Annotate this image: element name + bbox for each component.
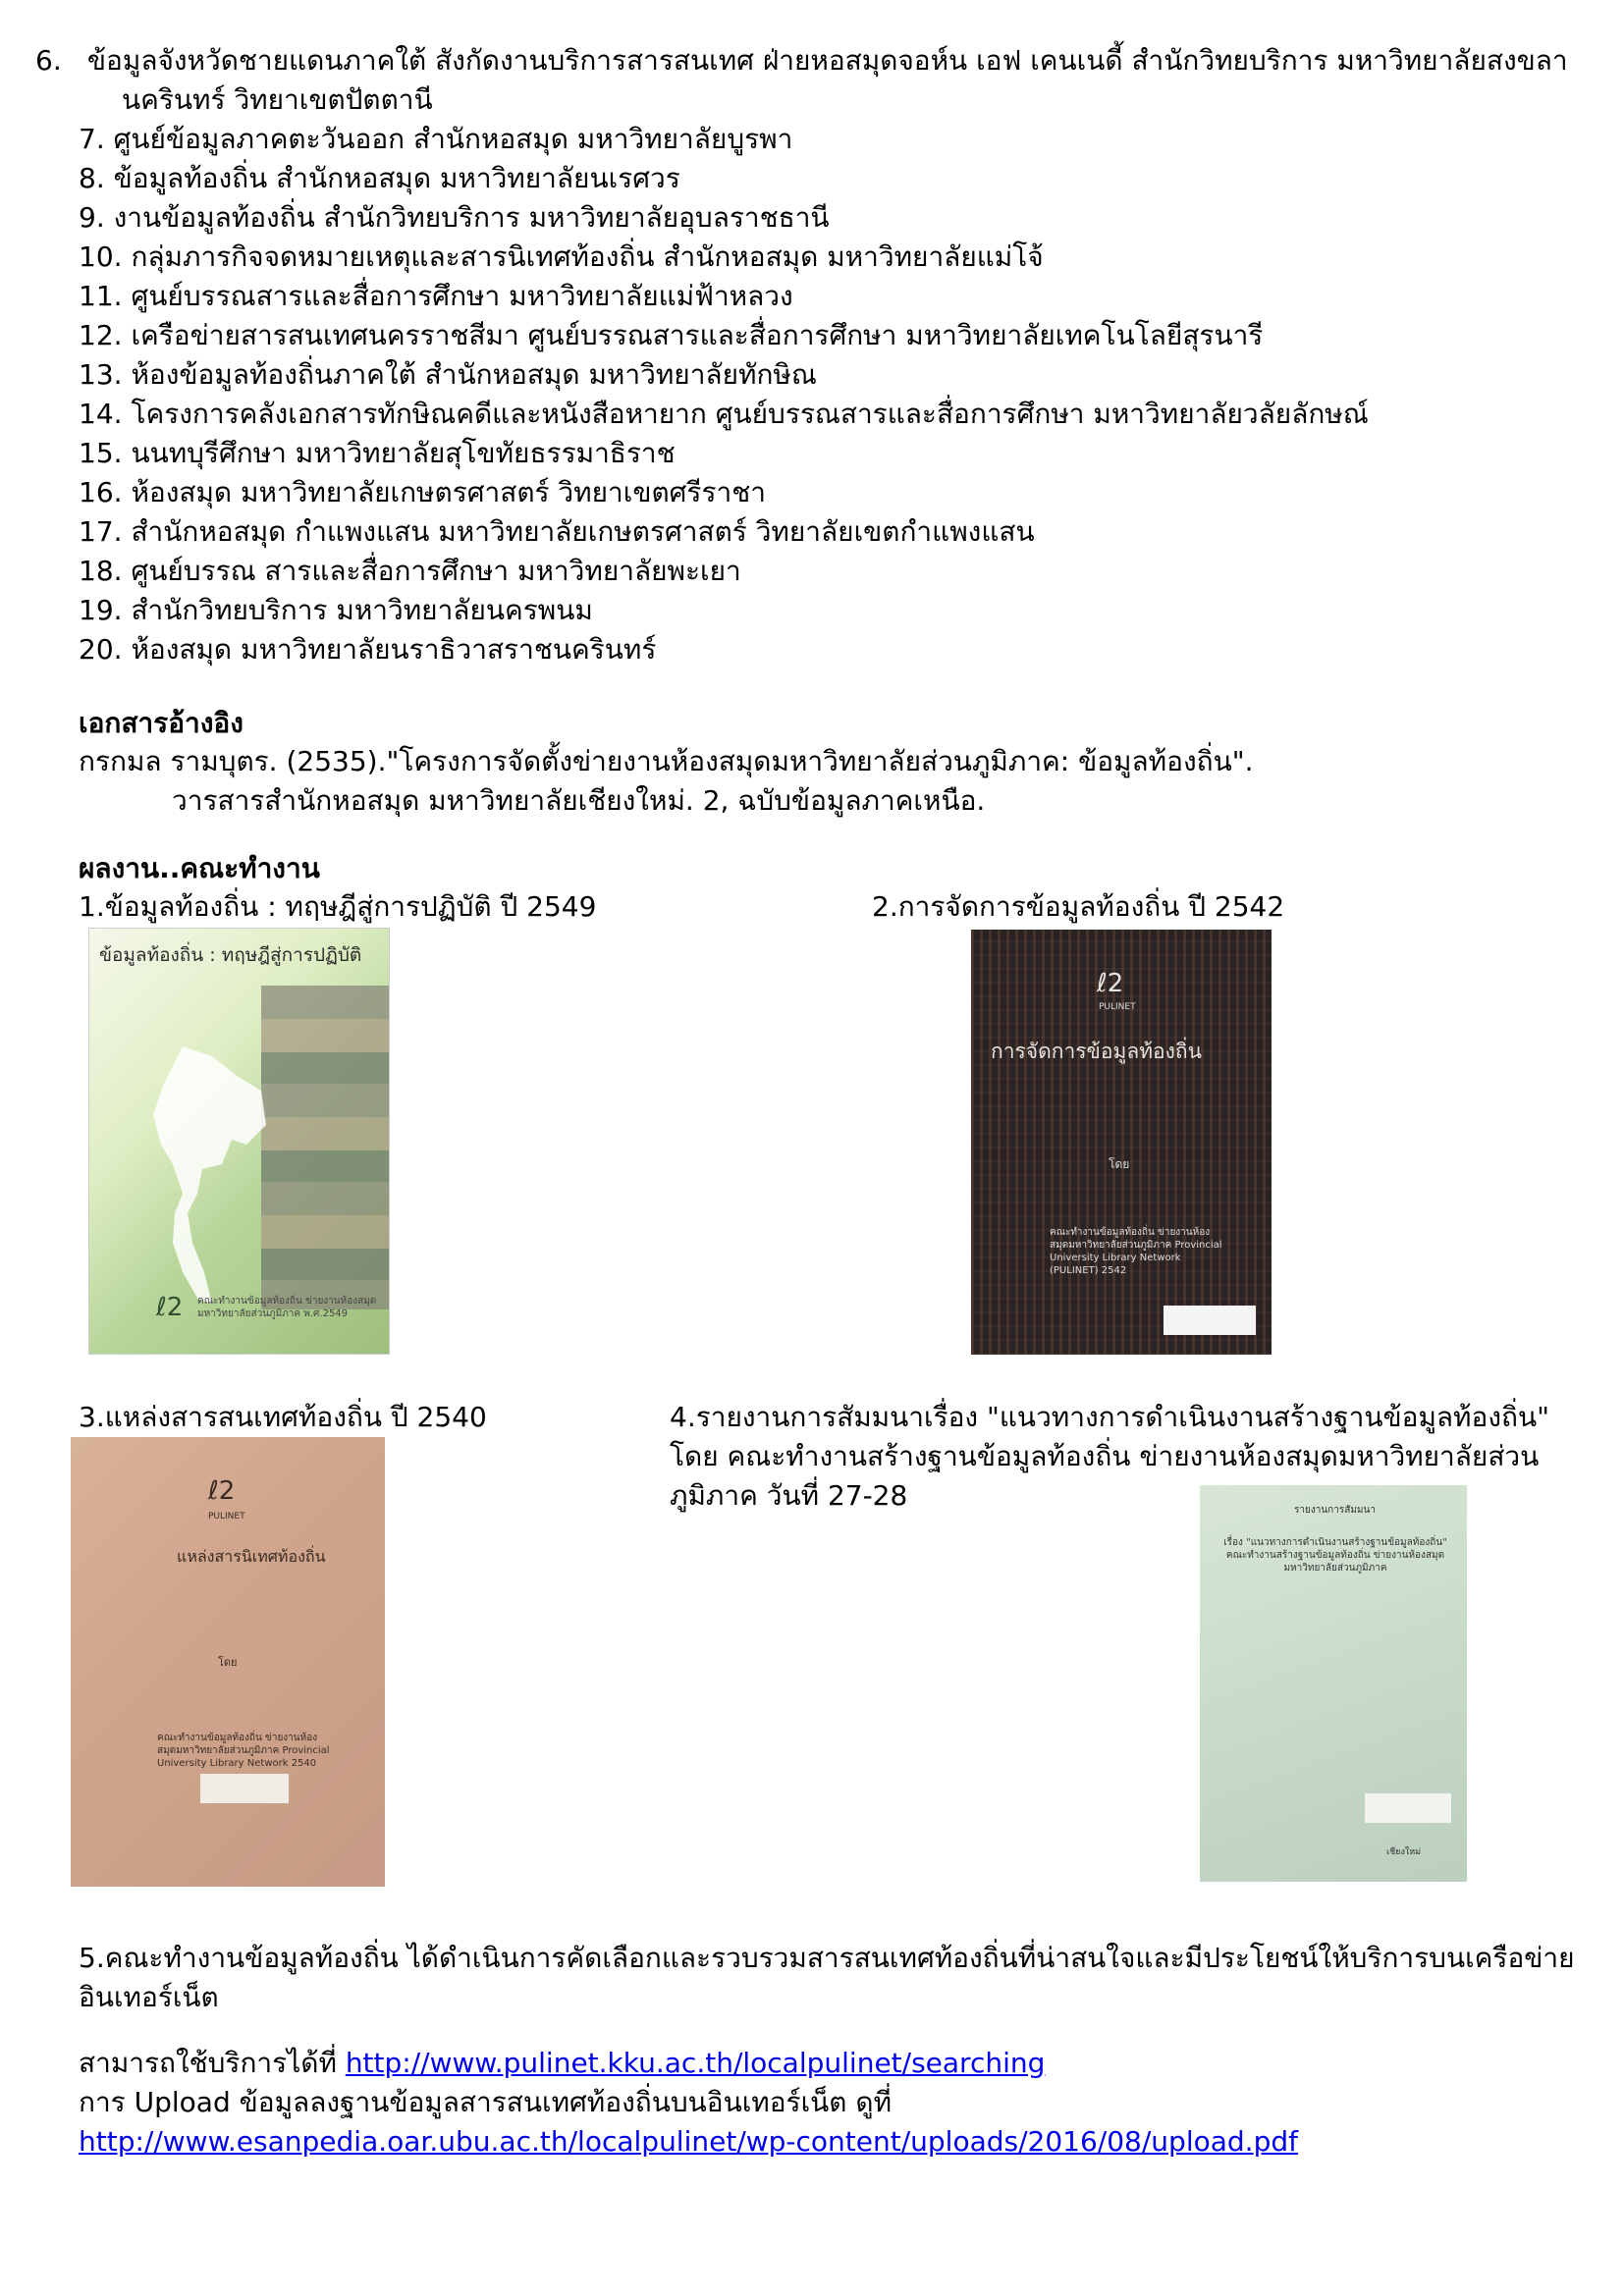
cover-title: ข้อมูลท้องถิ่น : ทฤษฎีสู่การปฏิบัติ xyxy=(99,944,362,966)
list-item-text: เครือข่ายสารสนเทศนครราชสีมา ศูนย์บรรณสารและสื่อการศึกษา มหาวิทยาลัยเทคโนโลยีสุรนารี xyxy=(131,319,1264,351)
university-list xyxy=(35,41,1591,669)
cover-photo-strip xyxy=(261,986,389,1309)
list-item xyxy=(79,434,1591,473)
book-cover-4 xyxy=(1200,1485,1467,1882)
list-item-number: 13. xyxy=(79,358,123,391)
list-item-text: สำนักหอสมุด กำแพงแสน มหาวิทยาลัยเกษตรศาสตร์ วิทยาลัยเขตกำแพงแสน xyxy=(131,515,1035,548)
list-item xyxy=(79,238,1591,277)
list-item xyxy=(79,355,1591,395)
cover-by: โดย xyxy=(1109,1157,1130,1171)
list-item-text: ข้อมูลท้องถิ่น สำนักหอสมุด มหาวิทยาลัยนเรศวร xyxy=(113,162,680,194)
list-item-number: 17. xyxy=(79,515,123,548)
works-section xyxy=(79,850,1591,887)
list-item-text: โครงการคลังเอกสารทักษิณคดีและหนังสือหายาก ศูนย์บรรณสารและสื่อการศึกษา มหาวิทยาลัยวลัยลักษณ์ xyxy=(131,398,1369,430)
service-intro: สามารถใช้บริการได้ที่ xyxy=(79,2047,346,2079)
list-item xyxy=(79,473,1591,512)
list-item xyxy=(79,159,1591,198)
book-cover-3 xyxy=(71,1437,385,1887)
list-item-text: ห้องสมุด มหาวิทยาลัยเกษตรศาสตร์ วิทยาเขตศรีราชา xyxy=(131,476,766,508)
list-item-number: 7. xyxy=(79,123,105,155)
list-item-text: ศูนย์ข้อมูลภาคตะวันออก สำนักหอสมุด มหาวิทยาลัยบูรพา xyxy=(113,123,793,155)
list-item-number: 18. xyxy=(79,555,123,587)
list-item xyxy=(79,120,1591,159)
work-caption-4: 4.รายงานการสัมมนาเรื่อง "แนวทางการดำเนินงานสร้างฐานข้อมูลท้องถิ่น" โดย คณะทำงานสร้างฐานข้อมูลท้องถิ่น ข่ายงานห้องสมุดมหาวิทยาลัยส่วนภูมิภาค วันที่ 27-28 xyxy=(670,1401,1549,1512)
barcode-label xyxy=(1365,1793,1451,1823)
list-item xyxy=(79,552,1591,591)
cover-title: แหล่งสารนิเทศท้องถิ่น xyxy=(177,1547,326,1566)
work-caption-3: 3.แหล่งสารสนเทศท้องถิ่น ปี 2540 xyxy=(79,1401,487,1433)
logo-caption: PULINET xyxy=(1099,1002,1136,1012)
list-item-number: 16. xyxy=(79,476,123,508)
service-links xyxy=(79,2044,1610,2162)
references-section xyxy=(79,705,1591,821)
cover-place: เชียงใหม่ xyxy=(1386,1847,1422,1857)
book-cover-1 xyxy=(88,928,390,1355)
list-item-number: 15. xyxy=(79,437,123,469)
reference-line: วารสารสำนักหอสมุด มหาวิทยาลัยเชียงใหม่. 2, ฉบับข้อมูลภาคเหนือ. xyxy=(172,784,986,817)
barcode-label xyxy=(200,1774,289,1803)
list-item-number: 12. xyxy=(79,319,123,351)
list-item xyxy=(79,198,1591,238)
list-item-text: ศูนย์บรรณ สารและสื่อการศึกษา มหาวิทยาลัยพะเยา xyxy=(131,555,741,587)
list-item-number: 14. xyxy=(79,398,123,430)
work-caption-2: 2.การจัดการข้อมูลท้องถิ่น ปี 2542 xyxy=(872,890,1285,923)
list-item-number: 20. xyxy=(79,633,123,666)
cover-title: เรื่อง "แนวทางการดำเนินงานสร้างฐานข้อมูลท้องถิ่น" คณะทำงานสร้างฐานข้อมูลท้องถิ่น ข่ายงานห้องสมุดมหาวิทยาลัยส่วนภูมิภาค xyxy=(1223,1537,1447,1574)
list-item xyxy=(79,277,1591,316)
searching-link[interactable]: http://www.pulinet.kku.ac.th/localpulinet/searching xyxy=(345,2047,1046,2079)
upload-text: การ Upload ข้อมูลลงฐานข้อมูลสารสนเทศท้องถิ่นบนอินเทอร์เน็ต ดูที่ xyxy=(79,2086,893,2118)
cover-top: รายงานการสัมมนา xyxy=(1294,1505,1376,1516)
list-item xyxy=(79,591,1591,630)
reference-line: กรกมล รามบุตร. (2535)."โครงการจัดตั้งข่ายงานห้องสมุดมหาวิทยาลัยส่วนภูมิภาค: ข้อมูลท้องถิ่น". xyxy=(79,745,1254,777)
cover-footer: คณะทำงานข้อมูลท้องถิ่น ข่ายงานห้องสมุดมหาวิทยาลัยส่วนภูมิภาค พ.ศ.2549 xyxy=(197,1296,377,1319)
pulinet-logo-icon: ℓ2 xyxy=(208,1476,236,1506)
list-item xyxy=(79,395,1591,434)
cover-title: การจัดการข้อมูลท้องถิ่น xyxy=(991,1040,1202,1063)
list-item-number: 11. xyxy=(79,280,123,312)
list-item-number: 10. xyxy=(79,240,123,273)
references-heading: เอกสารอ้างอิง xyxy=(79,707,244,739)
cover-subtitle: คณะทำงานข้อมูลท้องถิ่น ข่ายงานห้องสมุดมหาวิทยาลัยส่วนภูมิภาค Provincial University Library Network 2540 xyxy=(157,1733,330,1769)
list-item-text: สำนักวิทยบริการ มหาวิทยาลัยนครพนม xyxy=(131,594,593,626)
book-cover-2 xyxy=(971,930,1272,1355)
pulinet-logo-icon: ℓ2 xyxy=(156,1293,184,1322)
list-item-text: ข้อมูลจังหวัดชายแดนภาคใต้ สังกัดงานบริการสารสนเทศ ฝ่ายหอสมุดจอห์น เอฟ เคนเนดี้ สำนักวิทยบริการ มหาวิทยาลัยสงขลานครินทร์ วิทยาเขตปัตตานี xyxy=(86,44,1568,116)
list-item: 6. ข้อมูลจังหวัดชายแดนภาคใต้ สังกัดงานบริการสารสนเทศ ฝ่ายหอสมุดจอห์น เอฟ เคนเนดี้ สำนักวิทยบริการ มหาวิทยาลัยสงขลานครินทร์ วิทยาเขตปัตตานี xyxy=(35,44,1568,116)
cover-subtitle: คณะทำงานข้อมูลท้องถิ่น ข่ายงานห้องสมุดมหาวิทยาลัยส่วนภูมิภาค Provincial University Library Network (PULINET) 2542 xyxy=(1050,1227,1222,1276)
works-heading: ผลงาน..คณะทำงาน xyxy=(79,852,320,884)
list-item-text: งานข้อมูลท้องถิ่น สำนักวิทยบริการ มหาวิทยาลัยอุบลราชธานี xyxy=(113,201,830,234)
list-item-number: 19. xyxy=(79,594,123,626)
list-item-text: ห้องสมุด มหาวิทยาลัยนราธิวาสราชนครินทร์ xyxy=(131,633,657,666)
work-caption-5: 5.คณะทำงานข้อมูลท้องถิ่น ได้ดำเนินการคัดเลือกและรวบรวมสารสนเทศท้องถิ่นที่น่าสนใจและมีประโยชน์ให้บริการบนเครือข่ายอินเทอร์เน็ต xyxy=(79,1942,1575,2013)
list-item-text: นนทบุรีศึกษา มหาวิทยาลัยสุโขทัยธรรมาธิราช xyxy=(131,437,676,469)
list-item-text: กลุ่มภารกิจจดหมายเหตุและสารนิเทศท้องถิ่น สำนักหอสมุด มหาวิทยาลัยแม่โจ้ xyxy=(131,240,1044,273)
list-item xyxy=(79,512,1591,552)
barcode-label xyxy=(1164,1306,1256,1335)
list-item xyxy=(79,316,1591,355)
list-item-text: ศูนย์บรรณสารและสื่อการศึกษา มหาวิทยาลัยแม่ฟ้าหลวง xyxy=(131,280,793,312)
list-item-text: ห้องข้อมูลท้องถิ่นภาคใต้ สำนักหอสมุด มหาวิทยาลัยทักษิณ xyxy=(131,358,817,391)
list-item xyxy=(79,630,1591,669)
logo-caption: PULINET xyxy=(208,1512,245,1522)
upload-pdf-link[interactable]: http://www.esanpedia.oar.ubu.ac.th/localpulinet/wp-content/uploads/2016/08/upload.pdf xyxy=(79,2125,1298,2158)
work-caption-1: 1.ข้อมูลท้องถิ่น : ทฤษฎีสู่การปฏิบัติ ปี 2549 xyxy=(79,890,597,923)
cover-by: โดย xyxy=(218,1656,238,1669)
list-item-number: 9. xyxy=(79,201,105,234)
pulinet-logo-icon: ℓ2 xyxy=(1097,969,1124,998)
thailand-map-icon xyxy=(143,1046,271,1311)
list-item-number: 8. xyxy=(79,162,105,194)
